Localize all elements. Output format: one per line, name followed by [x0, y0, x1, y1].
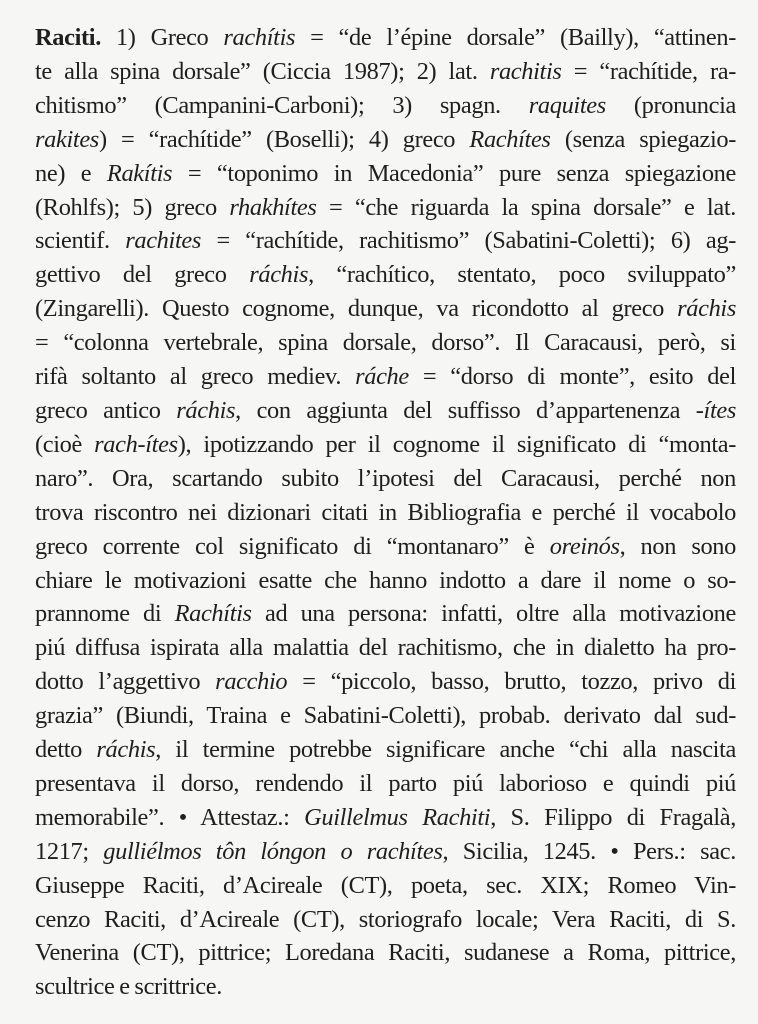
text-run: dotto l’aggettivo	[35, 668, 216, 696]
italic-term: ráchis	[96, 736, 156, 764]
entry-line	[35, 123, 736, 157]
text-run: = “toponimo in Macedonia” pure senza spiegazione	[172, 159, 736, 187]
entry-line	[35, 801, 736, 835]
entry-line	[35, 462, 736, 496]
text-run: gettivo del greco	[35, 261, 250, 289]
text-run: , “rachítico, stentato, poco sviluppato”	[308, 261, 736, 289]
italic-term: racchio	[215, 668, 288, 696]
surname-entry	[35, 21, 736, 1004]
text-run: trova riscontro nei dizionari citati in Bibliografia e perché il vocabolo	[35, 498, 736, 526]
italic-term: rachites	[125, 227, 201, 255]
text-run: 1217;	[35, 837, 104, 865]
text-run: cenzo Raciti, d’Acireale (CT), storiografo locale; Vera Raciti, di S.	[35, 905, 736, 933]
text-run: (senza spiegazio-	[550, 125, 736, 153]
text-run: (cioè	[35, 430, 95, 458]
text-run: chiare le motivazioni esatte che hanno indotto a dare il nome o so-	[35, 566, 736, 594]
entry-line	[35, 564, 736, 598]
entry-line	[35, 665, 736, 699]
italic-term: rhakhítes	[229, 193, 317, 221]
entry-line	[35, 496, 736, 530]
entry-line	[35, 835, 736, 869]
entry-line	[35, 21, 736, 55]
text-run: presentava il dorso, rendendo il parto piú laborioso e quindi piú	[35, 769, 736, 797]
italic-term: gulliélmos tôn lóngon o rachítes	[103, 837, 443, 865]
headword: Raciti.	[35, 24, 101, 51]
entry-line	[35, 224, 736, 258]
text-run: 1) Greco	[100, 24, 224, 51]
text-run: naro”. Ora, scartando subito l’ipotesi del Caracausi, perché non	[35, 464, 736, 492]
italic-term: Rakítis	[106, 159, 173, 187]
text-run: (Rohlfs); 5) greco	[35, 193, 230, 221]
entry-line	[35, 292, 736, 326]
text-run: (pronuncia	[605, 91, 736, 119]
italic-term: ráchis	[677, 295, 736, 323]
entry-line	[35, 89, 736, 123]
text-run: ad una persona: infatti, oltre alla motivazione	[251, 600, 736, 628]
text-run: scientif.	[35, 227, 126, 255]
text-run: memorabile”. • Attestaz.:	[35, 803, 305, 831]
text-run: Giuseppe Raciti, d’Acireale (CT), poeta, sec. XIX; Romeo Vin-	[35, 871, 736, 899]
entry-line	[35, 936, 736, 970]
entry-line	[35, 699, 736, 733]
text-run: = “de l’épine dorsale” (Bailly), “attinen-	[295, 24, 736, 51]
italic-term: rach-ítes	[94, 430, 178, 458]
italic-term: -ítes	[695, 396, 736, 424]
text-run: scultrice e scrittrice.	[35, 973, 223, 1001]
italic-term: ráchis	[176, 396, 236, 424]
text-run: = “colonna vertebrale, spina dorsale, dorso”. Il Caracausi, però, si	[35, 329, 736, 357]
entry-line	[35, 597, 736, 631]
text-run: = “dorso di monte”, esito del	[408, 363, 736, 391]
text-run: ) = “rachítide” (Boselli); 4) greco	[98, 125, 470, 153]
text-run: Venerina (CT), pittrice; Loredana Raciti, sudanese a Roma, pittrice,	[35, 939, 736, 967]
text-run: piú diffusa ispirata alla malattia del rachitismo, che in dialetto ha pro-	[35, 634, 736, 662]
entry-line	[35, 428, 736, 462]
text-run: = “rachítide, rachitismo” (Sabatini-Coletti); 6) ag-	[200, 227, 736, 255]
text-run: grazia” (Biundi, Traina e Sabatini-Coletti), probab. derivato dal sud-	[35, 702, 736, 730]
italic-term: rachítis	[223, 24, 296, 51]
text-run: prannome di	[35, 600, 175, 628]
entry-line	[35, 191, 736, 225]
entry-line	[35, 869, 736, 903]
text-run: greco corrente col significato di “montanaro” è	[35, 532, 550, 560]
entry-line	[35, 360, 736, 394]
italic-term: ráche	[355, 363, 409, 391]
italic-term: Rachítis	[174, 600, 252, 628]
entry-line	[35, 394, 736, 428]
entry-line	[35, 55, 736, 89]
text-run: , il termine potrebbe significare anche “chi alla nascita	[155, 736, 736, 764]
entry-line	[35, 326, 736, 360]
text-run: = “che riguarda la spina dorsale” e lat.	[316, 193, 737, 221]
entry-line	[35, 970, 736, 1004]
italic-term: ráchis	[249, 261, 309, 289]
italic-term: raquites	[528, 91, 606, 119]
text-run: = “piccolo, basso, brutto, tozzo, privo di	[287, 668, 736, 696]
italic-term: Rachítes	[469, 125, 551, 153]
text-run: , con aggiunta del suffisso d’appartenenza	[235, 396, 696, 424]
text-run: greco antico	[35, 396, 177, 424]
text-run: (Zingarelli). Questo cognome, dunque, va ricondotto al greco	[35, 295, 678, 323]
text-run: , S. Filippo di Fragalà,	[490, 803, 736, 831]
entry-line	[35, 733, 736, 767]
entry-line	[35, 530, 736, 564]
text-run: chitismo” (Campanini-Carboni); 3) spagn.	[35, 91, 529, 119]
text-run: ne) e	[35, 159, 107, 187]
entry-line	[35, 903, 736, 937]
text-run: ), ipotizzando per il cognome il significato di “monta-	[177, 430, 736, 458]
entry-line	[35, 258, 736, 292]
text-run: te alla spina dorsale” (Ciccia 1987); 2) lat.	[35, 57, 490, 85]
text-run: , non sono	[619, 532, 736, 560]
text-run: = “rachítide, ra-	[561, 57, 736, 85]
entry-line	[35, 631, 736, 665]
entry-line	[35, 767, 736, 801]
italic-term: rakites	[35, 125, 99, 153]
text-run: detto	[35, 736, 97, 764]
italic-term: Guillelmus Rachiti	[304, 803, 491, 831]
text-run: , Sicilia, 1245. • Pers.: sac.	[442, 837, 736, 865]
italic-term: rachitis	[489, 57, 562, 85]
text-run: rifà soltanto al greco mediev.	[35, 363, 356, 391]
entry-line	[35, 157, 736, 191]
italic-term: oreinós	[549, 532, 620, 560]
